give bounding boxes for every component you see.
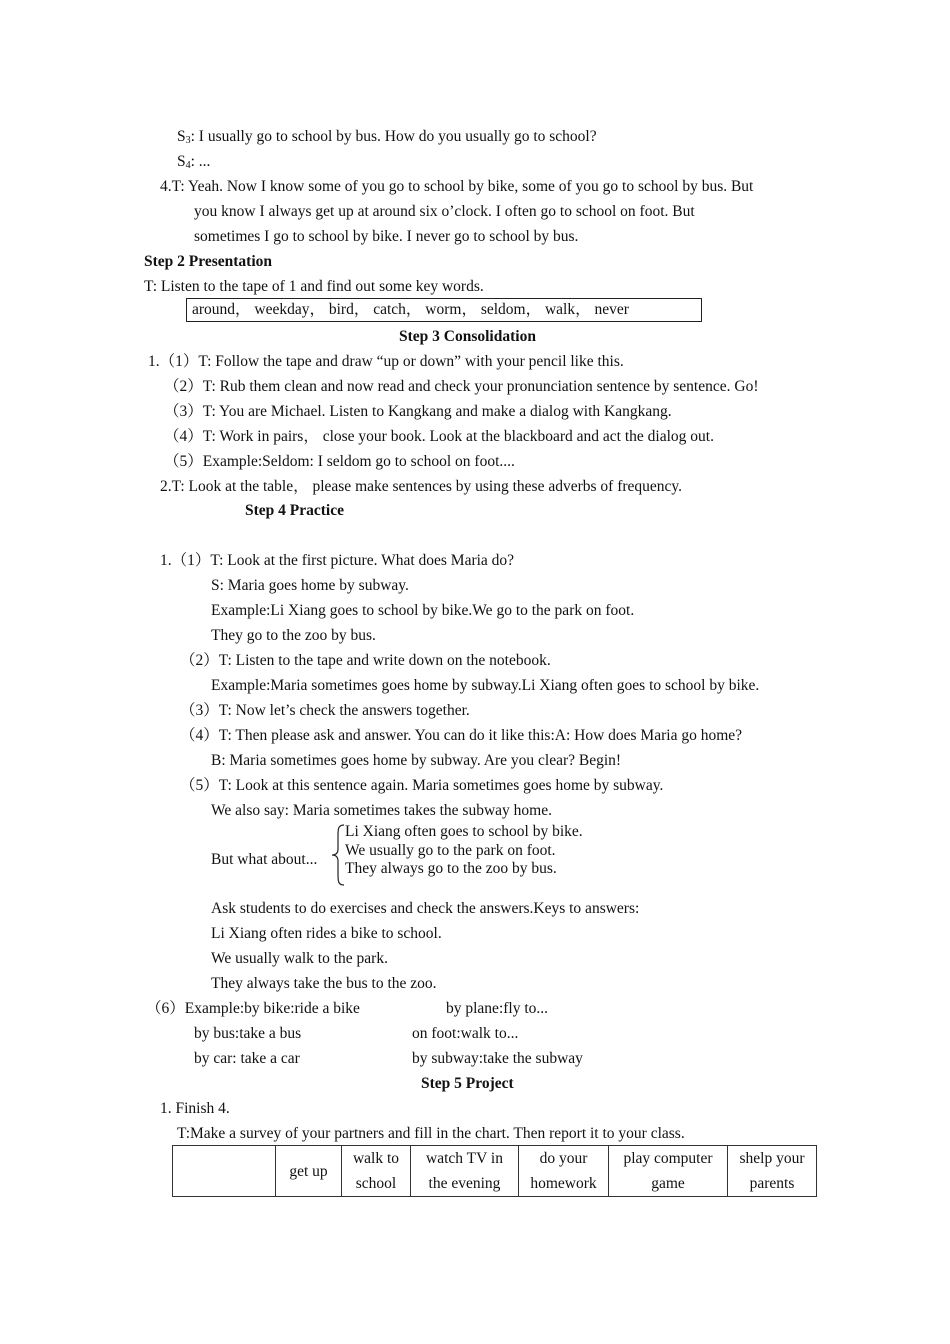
practice-item: B: Maria sometimes goes home by subway. Are you clear? Begin! — [211, 752, 622, 769]
table-cell: watch TV in the evening — [411, 1146, 519, 1197]
practice-item: They go to the zoo by bus. — [211, 627, 376, 644]
practice-item: （5）T: Look at this sentence again. Maria sometimes goes home by subway. — [180, 777, 664, 794]
practice-item: 1.（1）T: Look at the first picture. What does Maria do? — [160, 552, 515, 569]
project-item: T:Make a survey of your partners and fill in the chart. Then report it to your class. — [177, 1125, 685, 1142]
example-phrase: （6）Example:by bike:ride a bike — [146, 1000, 360, 1017]
table-cell: shelp your parents — [728, 1146, 817, 1197]
step2-instruction: T: Listen to the tape of 1 and find out some key words. — [144, 278, 484, 295]
practice-item: Ask students to do exercises and check the answers.Keys to answers: — [211, 900, 640, 917]
table-cell — [173, 1146, 276, 1197]
keywords-text: around， weekday， bird， catch， worm， seldom， walk， never — [192, 301, 629, 318]
consolidation-item: （2）T: Rub them clean and now read and check your pronunciation sentence by sentence. Go! — [164, 378, 759, 395]
practice-item: We also say: Maria sometimes takes the subway home. — [211, 802, 552, 819]
brace-sentence: They always go to the zoo by bus. — [345, 860, 557, 877]
consolidation-item: （3）T: You are Michael. Listen to Kangkang and make a dialog with Kangkang. — [164, 403, 672, 420]
brace-sentence: We usually go to the park on foot. — [345, 842, 556, 859]
example-phrase: by plane:fly to... — [446, 1000, 549, 1017]
consolidation-item: 1.（1）T: Follow the tape and draw “up or down” with your pencil like this. — [148, 353, 624, 370]
step2-heading: Step 2 Presentation — [144, 253, 273, 270]
consolidation-item: （4）T: Work in pairs， close your book. Look at the blackboard and act the dialog out. — [164, 428, 714, 445]
table-row — [173, 1146, 817, 1197]
step4-heading: Step 4 Practice — [245, 502, 344, 519]
answer-key: They always take the bus to the zoo. — [211, 975, 437, 992]
example-phrase: by car: take a car — [194, 1050, 300, 1067]
teacher-line-4-cont: sometimes I go to school by bike. I never go to school by bus. — [194, 228, 579, 245]
consolidation-item: 2.T: Look at the table， please make sentences by using these adverbs of frequency. — [160, 478, 683, 495]
practice-item: Example:Maria sometimes goes home by subway.Li Xiang often goes to school by bike. — [211, 677, 760, 694]
table-cell: play computer game — [609, 1146, 728, 1197]
practice-item: Example:Li Xiang goes to school by bike.We go to the park on foot. — [211, 602, 635, 619]
dialog-line-s4: $S_4$: ... — [177, 153, 211, 171]
table-cell: walk to school — [342, 1146, 411, 1197]
practice-item: （3）T: Now let’s check the answers together. — [180, 702, 470, 719]
teacher-line-4: 4.T: Yeah. Now I know some of you go to school by bike, some of you go to school by bus. But — [160, 178, 754, 195]
table-cell: get up — [276, 1146, 342, 1197]
brace-sentence: Li Xiang often goes to school by bike. — [345, 823, 583, 840]
example-phrase: by bus:take a bus — [194, 1025, 302, 1042]
step5-heading: Step 5 Project — [421, 1075, 514, 1092]
dialog-line-s3: $S_3$: I usually go to school by bus. How do you usually go to school? — [177, 128, 597, 146]
answer-key: Li Xiang often rides a bike to school. — [211, 925, 442, 942]
table-cell: do your homework — [519, 1146, 609, 1197]
consolidation-item: （5）Example:Seldom: I seldom go to school on foot.... — [164, 453, 515, 470]
teacher-line-4-cont: you know I always get up at around six o’clock. I often go to school on foot. But — [194, 203, 695, 220]
practice-item: S: Maria goes home by subway. — [211, 577, 409, 594]
practice-item: （4）T: Then please ask and answer. You can do it like this:A: How does Maria go home? — [180, 727, 743, 744]
step3-heading: Step 3 Consolidation — [399, 328, 536, 345]
example-phrase: by subway:take the subway — [412, 1050, 583, 1067]
project-item: 1. Finish 4. — [160, 1100, 230, 1117]
answer-key: We usually walk to the park. — [211, 950, 388, 967]
but-what-about-label: But what about... — [211, 851, 318, 868]
keywords-box — [186, 298, 702, 322]
practice-item: （2）T: Listen to the tape and write down on the notebook. — [180, 652, 551, 669]
example-phrase: on foot:walk to... — [412, 1025, 519, 1042]
survey-table — [172, 1145, 817, 1197]
curly-brace-icon — [331, 824, 345, 886]
